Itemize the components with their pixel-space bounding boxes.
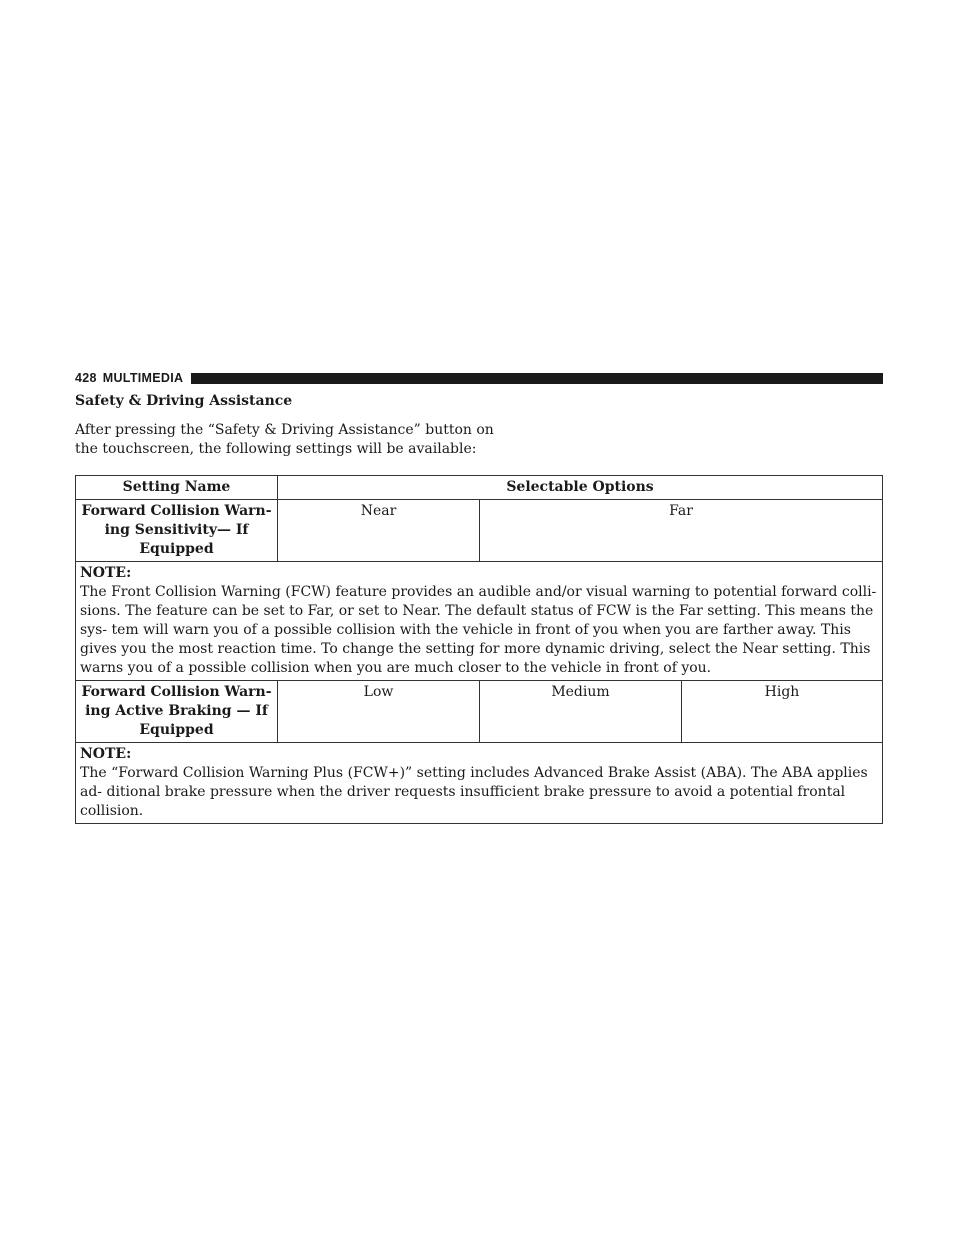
- table-row: [76, 500, 883, 562]
- section-title: MULTIMEDIA: [102, 371, 184, 385]
- note-text: The “Forward Collision Warning Plus (FCW+)” setting includes Advanced Brake Assist (ABA). The ABA applies ad- ditional brake pressure when the driver requests insufficient brake pressure to avoid a potential frontal collision.: [80, 765, 868, 819]
- note-label: NOTE:: [80, 565, 132, 581]
- option-cell: High: [682, 681, 883, 743]
- header-setting-name: Setting Name: [76, 476, 278, 500]
- setting-name-cell: Forward Collision Warn- ing Sensitivity— If Equipped: [76, 500, 278, 562]
- header-rule: [191, 373, 883, 384]
- note-cell: [76, 743, 883, 824]
- note-row: [76, 743, 883, 824]
- table-row: [76, 681, 883, 743]
- intro-paragraph: After pressing the “Safety & Driving Assistance” button on the touchscreen, the following settings will be available:: [75, 422, 494, 457]
- option-cell: Far: [480, 500, 883, 562]
- table-header-row: [76, 476, 883, 500]
- option-cell: Low: [278, 681, 480, 743]
- option-cell: Near: [278, 500, 480, 562]
- option-cell: Medium: [480, 681, 682, 743]
- settings-table: [75, 475, 883, 824]
- header-selectable-options: Selectable Options: [278, 476, 883, 500]
- running-header: [75, 370, 883, 386]
- note-text: The Front Collision Warning (FCW) feature provides an audible and/or visual warning to potential forward colli- sions. The feature can be set to Far, or set to Near. The default status of FCW is the Far setting. This means the sys- tem will warn you of a possible collision with the vehicle in front of you when you are farther away. This gives you the most reaction time. To change the setting for more dynamic driving, select the Near setting. This warns you of a possible collision when you are much closer to the vehicle in front of you.: [80, 584, 877, 676]
- setting-name-cell: Forward Collision Warn- ing Active Braking — If Equipped: [76, 681, 278, 743]
- note-label: NOTE:: [80, 746, 132, 762]
- section-heading: Safety & Driving Assistance: [75, 393, 293, 409]
- note-row: [76, 562, 883, 681]
- page-number: 428: [75, 371, 97, 385]
- note-cell: [76, 562, 883, 681]
